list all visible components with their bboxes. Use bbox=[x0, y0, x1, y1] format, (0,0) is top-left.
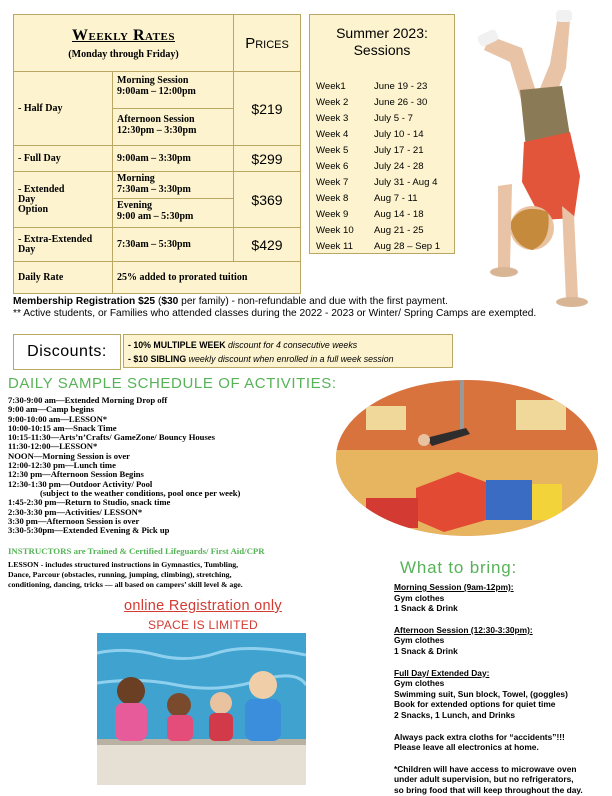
bring-item: Gym clothes bbox=[394, 592, 445, 603]
child-head bbox=[249, 671, 277, 699]
child-swimsuit bbox=[167, 715, 193, 741]
session-week: Week 9 bbox=[316, 208, 349, 220]
prices-header: Prices bbox=[234, 15, 301, 72]
schedule-item: 11:30-12:00—LESSON* bbox=[8, 441, 98, 452]
session-row bbox=[310, 110, 454, 126]
what-to-bring-title: What to bring: bbox=[400, 558, 518, 577]
rate-time: Afternoon Session 12:30pm – 3:30pm bbox=[117, 113, 197, 136]
session-row bbox=[310, 222, 454, 238]
weekly-rates-table bbox=[13, 14, 301, 294]
session-row bbox=[310, 126, 454, 142]
session-week: Week 8 bbox=[316, 192, 349, 204]
rate-time: Morning 7:30am – 3:30pm bbox=[113, 172, 233, 199]
rates-header bbox=[14, 15, 234, 72]
lesson-note-line: LESSON - includes structured instructions in Gymnastics, Tumbling, bbox=[8, 560, 239, 569]
bring-header: Morning Session (9am-12pm): bbox=[394, 582, 514, 592]
gymnast-head bbox=[418, 434, 430, 446]
session-week: Week 10 bbox=[316, 224, 354, 236]
schedule-item: 9:00 am—Camp begins bbox=[8, 404, 94, 415]
discount-italic: discount for 4 consecutive weeks bbox=[225, 340, 358, 350]
session-dates: July 10 - 14 bbox=[374, 128, 424, 140]
schedule-item: 7:30-9:00 am—Extended Morning Drop off bbox=[8, 395, 168, 405]
rate-name: - Extended Day Option bbox=[14, 172, 113, 228]
discounts-section bbox=[13, 334, 453, 370]
schedule-item: NOON—Morning Session is over bbox=[8, 450, 130, 461]
session-week: Week 6 bbox=[316, 160, 349, 172]
discount-italic: weekly discount when enrolled in a full week session bbox=[186, 354, 394, 364]
what-to-bring-list bbox=[394, 582, 606, 796]
rate-name bbox=[14, 72, 113, 146]
child-swimsuit bbox=[245, 699, 281, 741]
session-week: Week 11 bbox=[316, 240, 353, 252]
rates-title: Weekly Rates bbox=[72, 26, 175, 44]
session-dates: July 31 - Aug 4 bbox=[374, 176, 438, 188]
schedule-item: 12:30-1:30 pm—Outdoor Activity/ Pool bbox=[8, 478, 153, 489]
sessions-title-line: Sessions bbox=[353, 42, 411, 58]
rate-time: 7:30am – 5:30pm bbox=[113, 228, 234, 262]
rate-price: $299 bbox=[234, 146, 301, 172]
gym-bar bbox=[460, 380, 464, 436]
child-head bbox=[167, 693, 191, 717]
session-row bbox=[310, 142, 454, 158]
schedule-item: 3:30 pm—Afternoon Session is over bbox=[8, 515, 140, 526]
membership-family-amount: $30 bbox=[161, 296, 179, 307]
rate-name: - Extra-Extended Day bbox=[14, 228, 113, 262]
membership-rest: per family) - non-refundable and due with the first payment. bbox=[178, 296, 448, 307]
discount-bold: - 10% MULTIPLE WEEK bbox=[128, 340, 226, 350]
schedule-item: 1:45-2:30 pm—Return to Studio, snack time bbox=[8, 497, 171, 508]
lesson-note-line: conditioning, dancing, tricks — all based on campers’ skill level & age. bbox=[8, 580, 243, 589]
schedule-item: 9:00-10:00 am—LESSON* bbox=[8, 413, 108, 424]
pool-deck bbox=[97, 743, 306, 785]
handstand-child-photo bbox=[462, 6, 610, 310]
rate-times bbox=[113, 172, 234, 228]
bring-item: Gym clothes bbox=[394, 678, 445, 689]
child-arm bbox=[498, 184, 512, 270]
spacer bbox=[394, 721, 606, 732]
rate-name-text: - Half Day bbox=[18, 103, 63, 114]
sock bbox=[556, 10, 572, 22]
schedule-item: 10:15-11:30—Arts’n’Crafts/ GameZone/ Bouncy Houses bbox=[8, 432, 215, 443]
session-dates: Aug 28 – Sep 1 bbox=[374, 240, 441, 252]
rate-time: Evening 9:00 am – 5:30pm bbox=[117, 200, 194, 222]
membership-line bbox=[13, 296, 573, 308]
bring-note: *Children will have access to microwave oven bbox=[394, 763, 577, 774]
session-dates: July 24 - 28 bbox=[374, 160, 424, 172]
session-dates: June 26 - 30 bbox=[374, 96, 428, 108]
summer-sessions-box bbox=[309, 14, 455, 254]
session-row bbox=[310, 158, 454, 174]
session-dates: July 5 - 7 bbox=[374, 112, 413, 124]
membership-bold: Membership Registration $25 bbox=[13, 296, 156, 307]
bring-item: 2 Snacks, 1 Lunch, and Drinks bbox=[394, 709, 516, 720]
membership-paren: ( bbox=[155, 296, 162, 307]
discount-bold: - $10 SIBLING bbox=[128, 354, 187, 364]
child-hand bbox=[490, 267, 518, 277]
schedule-item: 12:30 pm—Afternoon Session Begins bbox=[8, 469, 144, 480]
child-head bbox=[117, 677, 145, 705]
bring-item: 1 Snack & Drink bbox=[394, 645, 458, 656]
rate-time: 9:00am – 3:30pm bbox=[113, 146, 234, 172]
session-row bbox=[310, 78, 454, 94]
online-registration-text: online Registration only bbox=[124, 598, 282, 614]
discounts-box bbox=[123, 334, 453, 368]
rate-price: $429 bbox=[234, 228, 301, 262]
spacer bbox=[394, 614, 606, 625]
lesson-note-line: Dance, Parcour (obstacles, running, jumping, climbing), stretching, bbox=[8, 570, 232, 579]
membership-note: ** Active students, or Families who attended classes during the 2022 - 2023 or Winter/ Spring Camps are exempted. bbox=[13, 308, 537, 319]
gym-mat bbox=[532, 484, 562, 520]
pool-scene bbox=[97, 633, 306, 785]
sessions-list bbox=[310, 78, 454, 254]
gym-window bbox=[366, 406, 406, 430]
gym-photo bbox=[336, 380, 598, 536]
child-swimsuit bbox=[115, 703, 147, 741]
bring-note: under adult supervision, but no refrigerators, bbox=[394, 774, 574, 785]
session-week: Week1 bbox=[316, 80, 346, 92]
daily-rate-text: 25% added to prorated tuition bbox=[113, 262, 301, 294]
bring-note: Always pack extra cloths for “accidents”!!! bbox=[394, 731, 565, 742]
session-dates: July 17 - 21 bbox=[374, 144, 424, 156]
session-dates: Aug 21 - 25 bbox=[374, 224, 424, 236]
schedule-list bbox=[8, 396, 338, 535]
session-row bbox=[310, 190, 454, 206]
bring-note: Please leave all electronics at home. bbox=[394, 742, 539, 753]
discount-item bbox=[128, 338, 448, 352]
session-row bbox=[310, 238, 454, 254]
session-row bbox=[310, 206, 454, 222]
daily-rate-label: Daily Rate bbox=[14, 262, 113, 294]
session-week: Week 2 bbox=[316, 96, 349, 108]
schedule-item: 12:00-12:30 pm—Lunch time bbox=[8, 460, 116, 471]
sessions-title-line: Summer 2023: bbox=[336, 25, 428, 41]
session-week: Week 4 bbox=[316, 128, 349, 140]
gym-mat bbox=[486, 480, 532, 520]
session-row bbox=[310, 174, 454, 190]
schedule-item: 3:30-5:30pm—Extended Evening & Pick up bbox=[8, 525, 170, 536]
spacer bbox=[394, 657, 606, 668]
session-dates: June 19 - 23 bbox=[374, 80, 428, 92]
discount-item bbox=[128, 352, 448, 366]
session-week: Week 7 bbox=[316, 176, 349, 188]
instructors-note: INSTRUCTORS are Trained & Certified Lifeguards/ First Aid/CPR bbox=[8, 546, 265, 556]
sessions-title bbox=[310, 25, 454, 59]
rate-price: $369 bbox=[234, 172, 301, 228]
spacer bbox=[394, 753, 606, 764]
space-limited-text: SPACE IS LIMITED bbox=[148, 618, 258, 632]
session-dates: Aug 7 - 11 bbox=[374, 192, 418, 204]
rate-time: Morning Session 9:00am – 12:00pm bbox=[113, 73, 233, 109]
gym-scene bbox=[336, 380, 598, 536]
rate-times bbox=[113, 72, 234, 146]
schedule-item: (subject to the weather conditions, pool once per week) bbox=[40, 487, 241, 498]
discounts-label: Discounts: bbox=[13, 334, 121, 370]
schedule-title: DAILY SAMPLE SCHEDULE OF ACTIVITIES: bbox=[8, 375, 337, 392]
lesson-note bbox=[8, 560, 328, 590]
session-dates: Aug 14 - 18 bbox=[374, 208, 424, 220]
bring-item: Book for extended options for quiet time bbox=[394, 699, 556, 710]
schedule-item: 2:30-3:30 pm—Activities/ LESSON* bbox=[8, 506, 143, 517]
child-arm bbox=[562, 206, 578, 300]
gym-mat bbox=[366, 498, 418, 528]
rates-subtitle: (Monday through Friday) bbox=[68, 48, 179, 60]
session-row bbox=[310, 94, 454, 110]
bring-header: Afternoon Session (12:30-3:30pm): bbox=[394, 624, 533, 635]
gym-window bbox=[516, 400, 566, 430]
membership-info bbox=[13, 296, 573, 320]
child-head bbox=[210, 692, 232, 714]
child-swimsuit bbox=[209, 713, 233, 741]
bring-item: Gym clothes bbox=[394, 635, 445, 646]
schedule-item: 10:00-10:15 am—Snack Time bbox=[8, 422, 117, 433]
rate-price: $219 bbox=[234, 72, 301, 146]
session-week: Week 3 bbox=[316, 112, 349, 124]
bring-header: Full Day/ Extended Day: bbox=[394, 667, 490, 678]
rate-name: - Full Day bbox=[14, 146, 113, 172]
session-week: Week 5 bbox=[316, 144, 349, 156]
bring-item: Swimming suit, Sun block, Towel, (goggles) bbox=[394, 688, 568, 699]
pool-photo bbox=[97, 633, 306, 785]
bring-note: so bring food that will keep throughout the day. bbox=[394, 784, 583, 795]
bring-item: 1 Snack & Drink bbox=[394, 603, 458, 614]
